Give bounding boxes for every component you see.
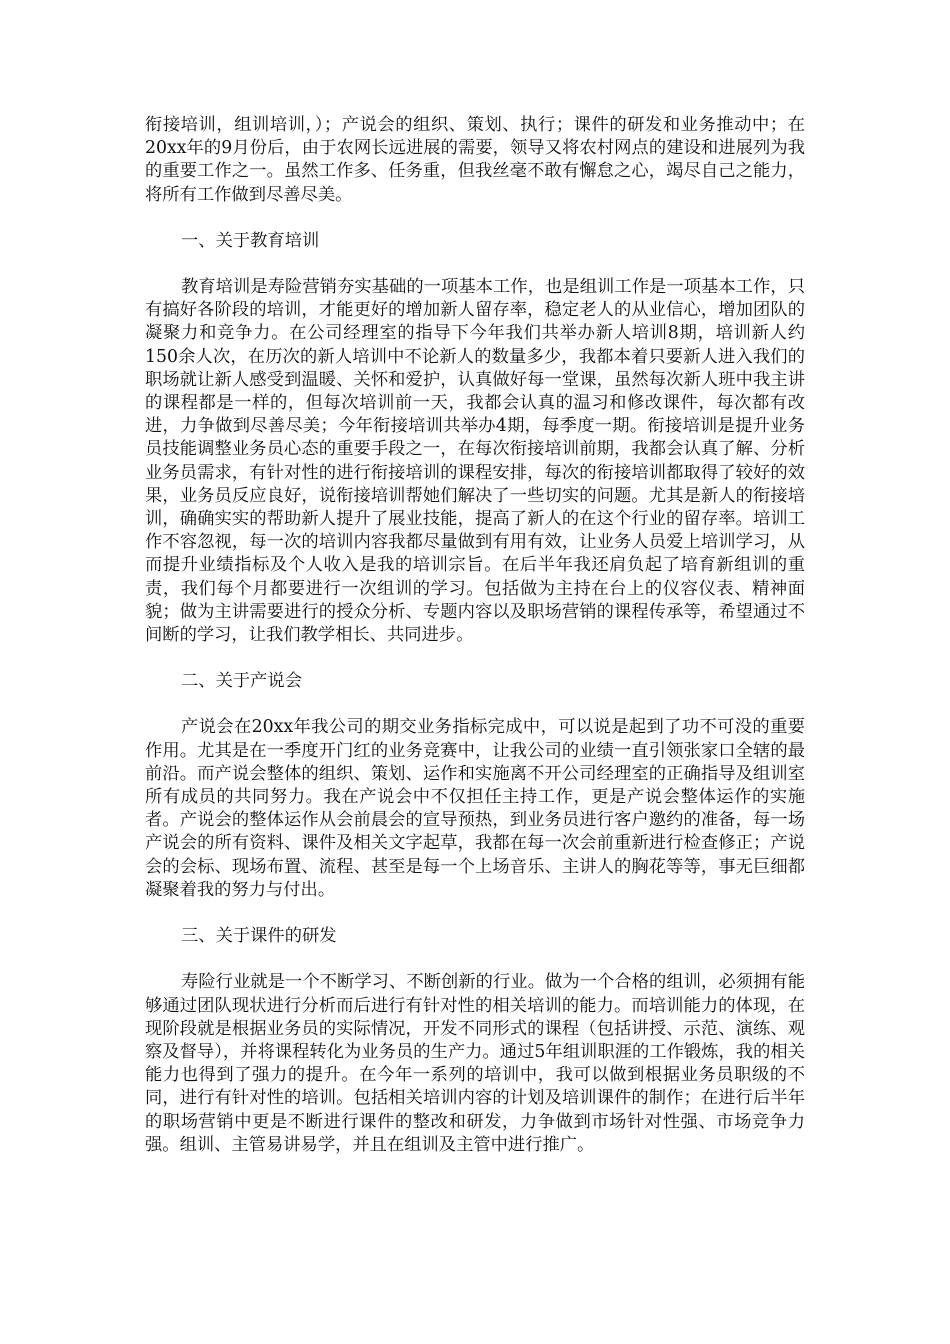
spacer [145, 647, 805, 670]
spacer [145, 902, 805, 925]
section-heading-product-seminar: 二、关于产说会 [181, 671, 302, 692]
spacer [145, 207, 805, 230]
section-heading-education-training: 一、关于教育培训 [181, 230, 320, 251]
intro-paragraph: 衔接培训，组训培训，）；产说会的组织、策划、执行；课件的研发和业务推动中；在20xx年的9月份后，由于农网长远进展的需要，领导又将农村网点的建设和进展列为我的重要工作之一。虽然工作多、任务重，但我丝毫不敢有懈怠之心，竭尽自己之能力，将所有工作做到尽善尽美。 [145, 115, 805, 205]
education-training-paragraph: 教育培训是寿险营销夯实基础的一项基本工作，也是组训工作是一项基本工作，只有搞好各阶段的培训，才能更好的增加新人留存率，稳定老人的从业信心，增加团队的凝聚力和竞争力。在公司经理室的指导下今年我们共举办新人培训8期，培训新人约150余人次，在历次的新人培训中不论新人的数量多少，我都本着只要新人进入我们的职场就让新人感受到温暖、关怀和爱护，认真做好每一堂课，虽然每次新人班中我主讲的课程都是一样的，但每次培训前一天，我都会认真的温习和修改课件，每次都有改进，力争做到尽善尽美；今年衔接培训共举办4期，每季度一期。衔接培训是提升业务员技能调整业务员心态的重要手段之一，在每次衔接培训前期，我都会认真了解、分析业务员需求，有针对性的进行衔接培训的课程安排，每次的衔接培训都取得了较好的效果，业务员反应良好，说衔接培训帮她们解决了一些切实的问题。尤其是新人的衔接培训，确确实实的帮助新人提升了展业技能，提高了新人的在这个行业的留存率。培训工作不容忽视，每一次的培训内容我都尽量做到有用有效，让业务人员爱上培训学习，从而提升业绩指标及个人收入是我的培训宗旨。在后半年我还肩负起了培育新组训的重责，我们每个月都要进行一次组训的学习。包括做为主持在台上的仪容仪表、精神面貌；做为主讲需要进行的授众分析、专题内容以及职场营销的课程传承等，希望通过不间断的学习，让我们教学相长、共同进步。 [145, 277, 805, 646]
product-seminar-paragraph: 产说会在20xx年我公司的期交业务指标完成中，可以说是起到了功不可没的重要作用。尤其是在一季度开门红的业务竞赛中，让我公司的业绩一直引领张家口全辖的最前沿。而产说会整体的组织、策划、运作和实施离不开公司经理室的正确指导及组训室所有成员的共同努力。我在产说会中不仅担任主持工作，更是产说会整体运作的实施者。产说会的整体运作从会前晨会的宣导预热，到业务员进行客户邀约的准备，每一场产说会的所有资料、课件及相关文字起草，我都在每一次会前重新进行检查修正；产说会的会标、现场布置、流程、甚至是每一个上场音乐、主讲人的胸花等等，事无巨细都凝聚着我的努力与付出。 [145, 717, 805, 900]
spacer [145, 948, 805, 971]
spacer [145, 693, 805, 716]
document-body [145, 114, 805, 1157]
section-heading-courseware: 三、关于课件的研发 [181, 926, 337, 947]
courseware-paragraph: 寿险行业就是一个不断学习、不断创新的行业。做为一个合格的组训，必须拥有能够通过团队现状进行分析而后进行有针对性的相关培训的能力。而培训能力的体现，在现阶段就是根据业务员的实际情况，开发不同形式的课程（包括讲授、示范、演练、观察及督导），并将课程转化为业务员的生产力。通过5年组训职涯的工作锻炼，我的相关能力也得到了强力的提升。在今年一系列的培训中，我可以做到根据业务员职级的不同，进行有针对性的培训。包括相关培训内容的计划及培训课件的制作；在进行后半年的职场营销中更是不断进行课件的整改和研发，力争做到市场针对性强、市场竞争力强。组训、主管易讲易学，并且在组训及主管中进行推广。 [145, 972, 805, 1155]
spacer [145, 253, 805, 276]
